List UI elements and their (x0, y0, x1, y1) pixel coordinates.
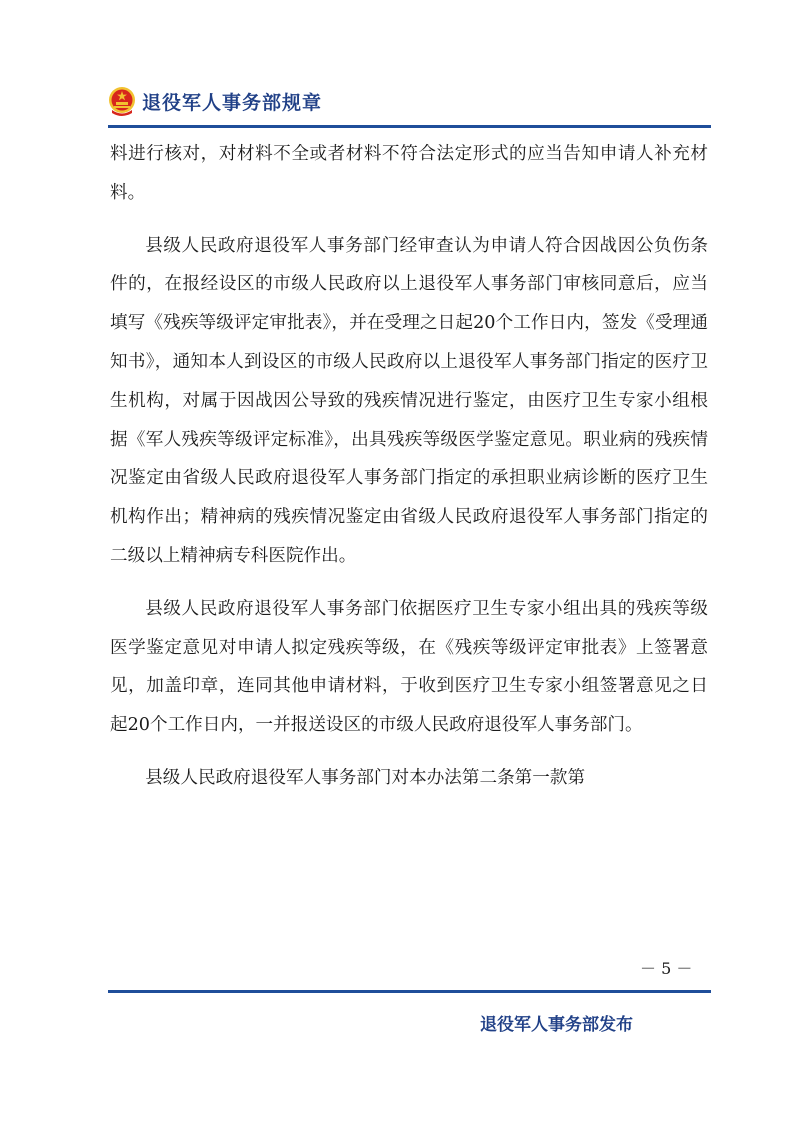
header-title: 退役军人事务部规章 (142, 91, 323, 114)
page-number: － 5 － (640, 959, 693, 978)
national-emblem-icon (108, 86, 136, 116)
paragraph: 县级人民政府退役军人事务部门依据医疗卫生专家小组出具的残疾等级医学鉴定意见对申请人拟定残疾等级，在《残疾等级评定审批表》上签署意见，加盖印章，连同其他申请材料，于收到医疗卫生专家小组签署意见之日起20个工作日内，一并报送设区的市级人民政府退役军人事务部门。 (110, 598, 708, 736)
footer-publisher: 退役军人事务部发布 (480, 1015, 633, 1035)
paragraph: 县级人民政府退役军人事务部门对本办法第二条第一款第 (145, 767, 586, 788)
paragraph-continued: 料进行核对，对材料不全或者材料不符合法定形式的应当告知申请人补充材料。 (110, 144, 708, 203)
header-divider (108, 125, 711, 128)
footer-divider (108, 990, 711, 993)
page-header (108, 86, 322, 116)
document-body (110, 135, 708, 798)
paragraph: 县级人民政府退役军人事务部门经审查认为申请人符合因战因公负伤条件的，在报经设区的市级人民政府以上退役军人事务部门审核同意后，应当填写《残疾等级评定审批表》，并在受理之日起20个工作日内，签发《受理通知书》，通知本人到设区的市级人民政府以上退役军人事务部门指定的医疗卫生机构，对属于因战因公导致的残疾情况进行鉴定，由医疗卫生专家小组根据《军人残疾等级评定标准》，出具残疾等级医学鉴定意见。职业病的残疾情况鉴定由省级人民政府退役军人事务部门指定的承担职业病诊断的医疗卫生机构作出；精神病的残疾情况鉴定由省级人民政府退役军人事务部门指定的二级以上精神病专科医院作出。 (110, 235, 708, 566)
